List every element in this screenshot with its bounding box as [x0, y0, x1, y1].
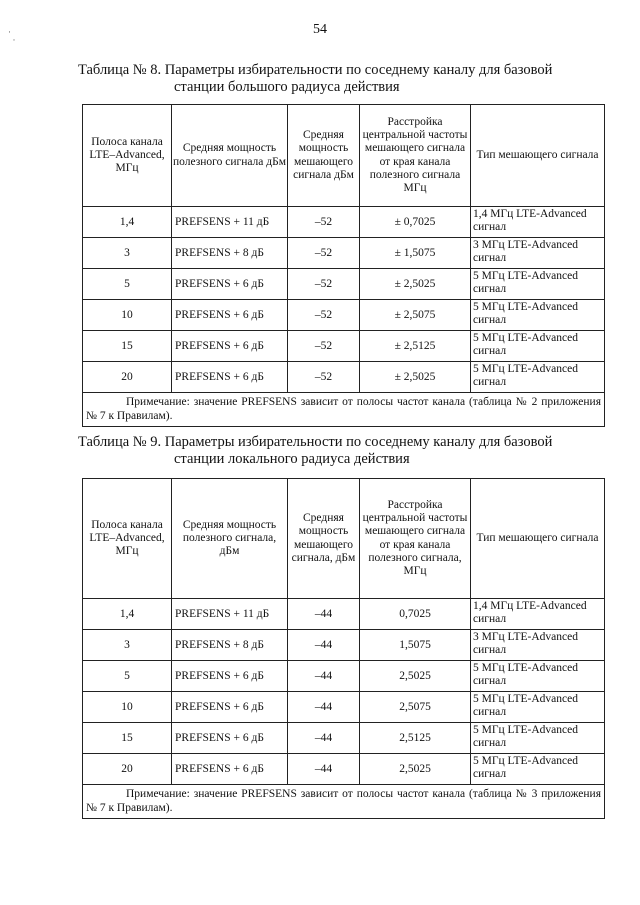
table8-note	[83, 393, 605, 427]
table9-caption-line1: Таблица № 9. Параметры избирательности по соседнему каналу для базовой	[78, 434, 553, 450]
table8-header-cell: Тип мешающего сигнала	[471, 105, 605, 207]
table-cell: PREFSENS + 8 дБ	[172, 630, 288, 661]
table-row	[83, 599, 605, 630]
table-row	[83, 692, 605, 723]
table9-note-text: Примечание: значение PREFSENS зависит от полосы частот канала (таблица № 3 приложения № 7 к Правилам).	[86, 788, 601, 814]
table-cell: 5 МГц LTE-Advanced сигнал	[471, 362, 605, 393]
table-cell: 3	[83, 238, 172, 269]
table-cell: 3 МГц LTE-Advanced сигнал	[471, 630, 605, 661]
table-cell: ± 1,5075	[360, 238, 471, 269]
table-row	[83, 630, 605, 661]
table-cell: –44	[288, 692, 360, 723]
table-row	[83, 207, 605, 238]
table-cell: 5 МГц LTE-Advanced сигнал	[471, 692, 605, 723]
table-cell: 5 МГц LTE-Advanced сигнал	[471, 661, 605, 692]
table-cell: 3 МГц LTE-Advanced сигнал	[471, 238, 605, 269]
table-cell: 2,5025	[360, 661, 471, 692]
table9-note-row	[83, 785, 605, 819]
table-cell: –44	[288, 661, 360, 692]
table9-header-cell: Средняя мощность мешающего сигнала, дБм	[288, 479, 360, 599]
table8-header-cell: Полоса канала LTE–Advanced, МГц	[83, 105, 172, 207]
page-number: 54	[313, 22, 327, 37]
table-cell: –52	[288, 362, 360, 393]
table-cell: PREFSENS + 6 дБ	[172, 269, 288, 300]
table-cell: 5 МГц LTE-Advanced сигнал	[471, 754, 605, 785]
table-cell: 1,5075	[360, 630, 471, 661]
table-cell: 1,4 МГц LTE-Advanced сигнал	[471, 207, 605, 238]
table9-note	[83, 785, 605, 819]
table-cell: PREFSENS + 6 дБ	[172, 661, 288, 692]
table-cell: PREFSENS + 6 дБ	[172, 331, 288, 362]
table9-caption	[78, 434, 552, 468]
table-cell: PREFSENS + 8 дБ	[172, 238, 288, 269]
table-row	[83, 269, 605, 300]
table-cell: –44	[288, 630, 360, 661]
table-cell: 5	[83, 661, 172, 692]
table9-header-cell: Расстройка центральной частоты мешающего сигнала от края канала полезного сигнала, МГц	[360, 479, 471, 599]
table-cell: PREFSENS + 6 дБ	[172, 300, 288, 331]
table9-header-row	[83, 479, 605, 599]
table-cell: 10	[83, 300, 172, 331]
table-cell: 5 МГц LTE-Advanced сигнал	[471, 723, 605, 754]
table-row	[83, 723, 605, 754]
table-cell: 1,4 МГц LTE-Advanced сигнал	[471, 599, 605, 630]
table-cell: PREFSENS + 11 дБ	[172, 207, 288, 238]
table-cell: –52	[288, 300, 360, 331]
table-row	[83, 661, 605, 692]
table-cell: 5 МГц LTE-Advanced сигнал	[471, 300, 605, 331]
table9	[82, 478, 605, 819]
table-cell: 3	[83, 630, 172, 661]
table8-caption	[78, 62, 552, 96]
table-cell: ± 2,5025	[360, 269, 471, 300]
table-cell: ± 2,5125	[360, 331, 471, 362]
table-cell: 5 МГц LTE-Advanced сигнал	[471, 269, 605, 300]
table-cell: PREFSENS + 6 дБ	[172, 362, 288, 393]
table-row	[83, 238, 605, 269]
table8	[82, 104, 605, 427]
table-cell: 10	[83, 692, 172, 723]
table-cell: 2,5125	[360, 723, 471, 754]
table-cell: 5 МГц LTE-Advanced сигнал	[471, 331, 605, 362]
table-cell: 20	[83, 754, 172, 785]
table-cell: –44	[288, 599, 360, 630]
table8-caption-line2: станции большого радиуса действия	[174, 79, 400, 95]
table-cell: –44	[288, 723, 360, 754]
table-cell: 1,4	[83, 207, 172, 238]
table9-header-cell: Полоса канала LTE–Advanced, МГц	[83, 479, 172, 599]
table-row	[83, 300, 605, 331]
table8-header-cell: Средняя мощность полезного сигнала дБм	[172, 105, 288, 207]
table-cell: 5	[83, 269, 172, 300]
table-cell: 0,7025	[360, 599, 471, 630]
table-row	[83, 362, 605, 393]
table-cell: PREFSENS + 6 дБ	[172, 754, 288, 785]
table-cell: –52	[288, 269, 360, 300]
table8-header-cell: Расстройка центральной частоты мешающего сигнала от края канала полезного сигнала МГц	[360, 105, 471, 207]
table-cell: –52	[288, 207, 360, 238]
table-row	[83, 754, 605, 785]
table-cell: PREFSENS + 6 дБ	[172, 692, 288, 723]
table-cell: –44	[288, 754, 360, 785]
table8-header-row	[83, 105, 605, 207]
table-cell: ± 2,5025	[360, 362, 471, 393]
table-cell: 15	[83, 331, 172, 362]
table-cell: ± 0,7025	[360, 207, 471, 238]
table-cell: PREFSENS + 6 дБ	[172, 723, 288, 754]
table-cell: 2,5075	[360, 692, 471, 723]
table9-header-cell: Тип мешающего сигнала	[471, 479, 605, 599]
table9-header-cell: Средняя мощность полезного сигнала, дБм	[172, 479, 288, 599]
table-cell: –52	[288, 331, 360, 362]
table8-caption-line1: Таблица № 8. Параметры избирательности по соседнему каналу для базовой	[78, 62, 553, 78]
table8-note-text: Примечание: значение PREFSENS зависит от полосы частот канала (таблица № 2 приложения № 7 к Правилам).	[86, 396, 601, 422]
table-row	[83, 331, 605, 362]
scan-specks: · ·	[8, 27, 16, 45]
table9-caption-line2: станции локального радиуса действия	[174, 451, 410, 467]
table-cell: 2,5025	[360, 754, 471, 785]
table8-note-row	[83, 393, 605, 427]
table-cell: 1,4	[83, 599, 172, 630]
table-cell: 20	[83, 362, 172, 393]
table-cell: ± 2,5075	[360, 300, 471, 331]
table-cell: –52	[288, 238, 360, 269]
table8-header-cell: Средняя мощность мешающего сигнала дБм	[288, 105, 360, 207]
table-cell: 15	[83, 723, 172, 754]
table-cell: PREFSENS + 11 дБ	[172, 599, 288, 630]
